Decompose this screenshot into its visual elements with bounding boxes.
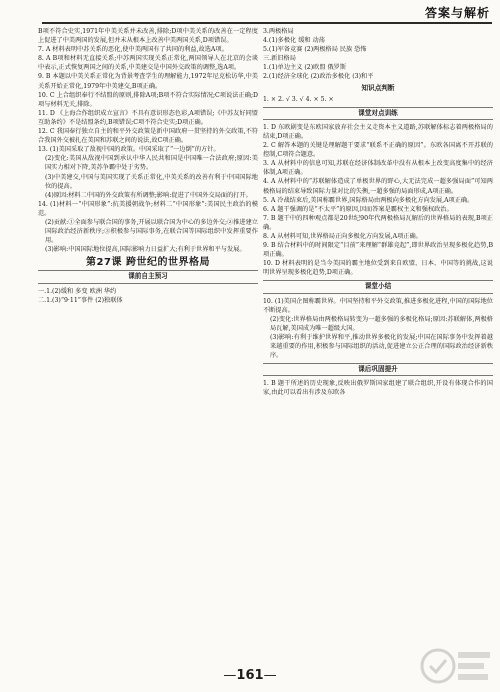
answer-paragraph: (3)影响:有利于维护世界和平,推动世界多极化的发展;中国在国际事务中发挥着越来越重要的作用,积极参与国际组织的活动,促进建立公正合理的国际政治经济新秩序。 (270, 333, 493, 360)
answer-paragraph: (3)中美建交,中国与美国实现了关系正常化,中美关系的改善有利于中国国际地位的提高。 (45, 173, 258, 190)
answer-paragraph: 13. (1)美国采取了敌视中国的政策。中国采取了“一边倒”的方针。 (38, 146, 220, 154)
answer-paragraph: 10. D 材料表明的是当今美国的霸主地位受到来自欧盟、日本、中国等的挑战,这说明世界呈现多极化趋势,D项正确。 (263, 260, 493, 277)
answer-paragraph: 4. A 从材料中的“苏联解体造成了单极世界的野心,大无法完成一超多强局面”可知两极格局的结束导致国际力量对比的失衡,一超多强的局面形成,A项正确。 (263, 178, 493, 195)
answer-paragraph: 5. A 冷战结束后,美国称霸世界,国际格局由两极向多极化方向发展,A项正确。 (263, 196, 474, 204)
answer-paragraph: 7. B 题干中的四种观点都是20世纪90年代两极格局瓦解后的世界格局的表现,B项正确。 (263, 214, 493, 231)
watermark-logo-icon (418, 642, 496, 690)
answer-paragraph: 二.1.(3)“9·11”事件 (2)独联体 (38, 296, 123, 304)
answer-paragraph: 3.两极格局 (263, 28, 294, 35)
answer-paragraph: 5.(1)军备竞赛 (2)两极格局 民族 恐怖 (263, 46, 367, 54)
knowledge-check-answers: 1. × 2. √ 3. √ 4. × 5. × (263, 95, 334, 103)
answer-paragraph: B项不符合史实,1971年中美关系并未改善,排除;D项中美关系的改善在一定程度上促进了中美两国的发展,但并未从根本上改善中美两国关系,D项错误。 (38, 28, 258, 45)
answer-paragraph: 10. (1)美国企图称霸世界。中国坚持和平外交政策,推进多极化进程,中国的国际地位不断提高。 (263, 297, 493, 314)
in-class-heading: 课堂对点训练 (263, 107, 493, 120)
answer-paragraph: 14. (1)材料一“中国形象”:抗美援朝战争;材料二“中国形象”:美国民主政治的模范。 (38, 200, 258, 217)
answer-paragraph: (2)变化:世界格局由两极格局转变为一超多强的多极化格局;原因:苏联解体,两极格局瓦解,美国成为唯一超级大国。 (270, 315, 493, 332)
answer-paragraph: 1. B 题干所述的历史现象,反映出俄罗斯国家组建了联合组织,开设有体现合作的国家,由此可以看出有涉及东欧各 (263, 380, 493, 397)
knowledge-check-heading: 知识点判断 (361, 83, 395, 92)
answer-paragraph: 7. A 材料表明中苏关系的恶化,使中美两国有了共同的利益,故选A项。 (38, 46, 228, 54)
summary-heading: 课堂小结 (263, 280, 493, 293)
page-number: —161— (223, 668, 277, 683)
left-column (38, 27, 258, 305)
answer-paragraph: 8. A B项和材料无直接关系;中苏两国实现关系正常化,两国领导人在北京的会谈中表示,正式恢复两国之间的关系,中美建交是中国外交政策的调整,选A项。 (38, 55, 258, 72)
answer-paragraph: 1.(1)单边主义 (2)欧盟 俄罗斯 (263, 64, 347, 72)
lesson-title: 第27课 跨世纪的世界格局 (86, 257, 210, 269)
page-number-text: 161 (236, 668, 264, 683)
answer-paragraph: 2. C 解答本题的关键是理解题干要求“联系不正确的原因”。东欧各国离不开苏联的控制,C项符合题意。 (263, 142, 493, 159)
header-title: 答案与解析 (424, 6, 490, 20)
answer-paragraph: 8. A 从材料可知,世界格局正向多极化方向发展,A项正确。 (263, 232, 422, 240)
answer-paragraph: 12. C 我国奉行独立自主的和平外交政策是新中国政府一贯坚持的外交政策,不符合我国外交被扎在美国和苏联之间的说法,故C项正确。 (38, 128, 258, 145)
answer-paragraph: (2)变化:美国从敌视中国到承认中华人民共和国是中国唯一合法政府;原因:美国实力相对下降,美苏争霸中处于劣势。 (45, 155, 258, 172)
answer-paragraph: 11. D 《上海合作组织成立宣言》不具有意识形态色彩,A项错误;《中苏友好同盟互助条约》不是结盟条约,B项错误;C项不符合史实;D项正确。 (38, 109, 258, 126)
answer-paragraph: 一.1.(2)缓和 多变 欧洲 华约 (38, 287, 117, 295)
after-class-heading: 课后巩固提升 (263, 363, 493, 376)
answer-paragraph: (3)影响:中国国际地位提高,国际影响力日益扩大;有利于世界和平与发展。 (45, 246, 246, 254)
answer-paragraph: 10. C 上合组织奉行不结盟的原则,排除A项;B项不符合实际情况;C项说法正确;D项与材料无关,排除。 (38, 91, 258, 108)
answer-paragraph: 1. D 东欧剧变是东欧国家放弃社会主义走资本主义道路,苏联解体标志着两极格局的结束,D项正确。 (263, 123, 493, 140)
pre-class-heading: 课前自主预习 (38, 270, 258, 283)
answer-paragraph: 三.新旧格局 (263, 55, 296, 63)
answer-paragraph: 2.(1)经济全球化 (2)政治多极化 (3)和平 (263, 73, 374, 81)
answer-paragraph: (4)原因:材料二中国的外交政策有所调整;影响:促进了中国外交局面的打开。 (45, 191, 252, 199)
answer-paragraph: 4.(1)多极化 缓和 动荡 (263, 37, 325, 45)
answer-paragraph: (2)贡献:①全面参与联合国的事务,开展以联合国为中心的多边外交;②推进建立国际政治经济新秩序;③积极参与国际事务,在联合国等国际组织中发挥重要作用。 (45, 218, 258, 245)
answer-paragraph: 9. B 本题以中美关系正常化为背景考查学生的理解能力,1972年尼克松访华,中美关系开始正常化,1979年中美建交,B项正确。 (38, 73, 258, 90)
answer-paragraph: 3. A 从材料中的信息可知,苏联在经济体制改革中没有从根本上改变高度集中的经济体制,A项正确。 (263, 160, 493, 177)
header-rule (42, 22, 492, 24)
answer-paragraph: 6. A 题干强调的是“不太平”的原因,因而答案是霸权主义和强权政治。 (263, 205, 453, 213)
answer-paragraph: 9. B 结合材料中的时间限定“目前”来理解“群雄竞起”,即世界政治呈现多极化趋势,B项正确。 (263, 242, 493, 259)
right-column (263, 27, 493, 397)
